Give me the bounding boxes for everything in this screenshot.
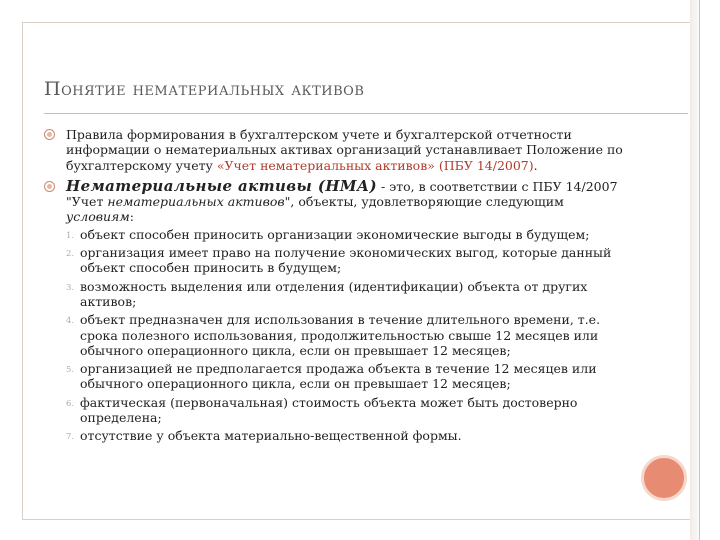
definition-colon: : — [129, 209, 134, 225]
bullet-pbu-end: . — [533, 157, 538, 173]
list-item — [66, 428, 624, 443]
list-item-text: объект предназначен для использования в течение длительного времени, т.е. срока полезного использования, продолжительностью свыше 12 месяцев или обычного операционного цикла, если он превышает 12 месяцев; — [80, 312, 601, 358]
list-item-text: отсутствие у объекта материально-вещественной формы. — [80, 428, 462, 444]
list-item-text: возможность выделения или отделения (идентификации) объекта от других активов; — [80, 278, 588, 309]
slide-title: Понятие нематериальных активов — [44, 78, 365, 100]
list-item-text: объект способен приносить организации экономические выгоды в будущем; — [80, 226, 590, 242]
list-item — [66, 245, 624, 276]
definition-text-2: ", объекты, удовлетворяющие следующим — [284, 194, 564, 210]
list-item — [66, 312, 624, 358]
list-number: 3. — [66, 282, 75, 293]
definition-text-1: - это, в соответствии с ПБУ 14/2007 "Учет — [66, 178, 618, 210]
list-item — [66, 279, 624, 310]
list-number: 2. — [66, 249, 75, 260]
definition-italic-2: условиям — [66, 209, 130, 225]
list-item-text: фактическая (первоначальная) стоимость объекта может быть достоверно определена; — [80, 394, 578, 426]
pbu-reference: «Учет нематериальных активов» (ПБУ 14/2007) — [216, 157, 534, 173]
list-number: 5. — [66, 365, 75, 376]
bullet-circle-icon — [44, 129, 55, 140]
title-divider — [44, 113, 688, 114]
list-number: 4. — [66, 316, 75, 327]
list-item — [66, 395, 624, 426]
decorative-line — [699, 0, 700, 540]
slide-content — [44, 127, 624, 450]
nma-term: Нематериальные активы (НМА) — [66, 176, 378, 195]
list-number: 7. — [66, 432, 75, 443]
list-number: 6. — [66, 398, 75, 409]
conditions-list — [66, 227, 624, 444]
list-number: 1. — [66, 230, 75, 241]
list-item — [66, 361, 624, 392]
list-item-text: организация имеет право на получение экономических выгод, которые данный объект способен приносить в будущем; — [80, 245, 612, 276]
bullet-definition — [44, 176, 624, 444]
bullet-pbu-text: Правила формирования в бухгалтерском учете и бухгалтерской отчетности информации о нематериальных активах организаций устанавливает Положение по бухгалтерскому учету — [66, 127, 623, 173]
bullet-pbu — [44, 127, 624, 173]
list-item-text: организацией не предполагается продажа объекта в течение 12 месяцев или обычного операционного цикла, если он превышает 12 месяцев; — [80, 361, 597, 392]
bullet-circle-icon — [44, 181, 55, 192]
definition-italic-1: нематериальных активов — [107, 194, 285, 210]
list-item — [66, 227, 624, 242]
decorative-circle-icon — [641, 455, 687, 501]
